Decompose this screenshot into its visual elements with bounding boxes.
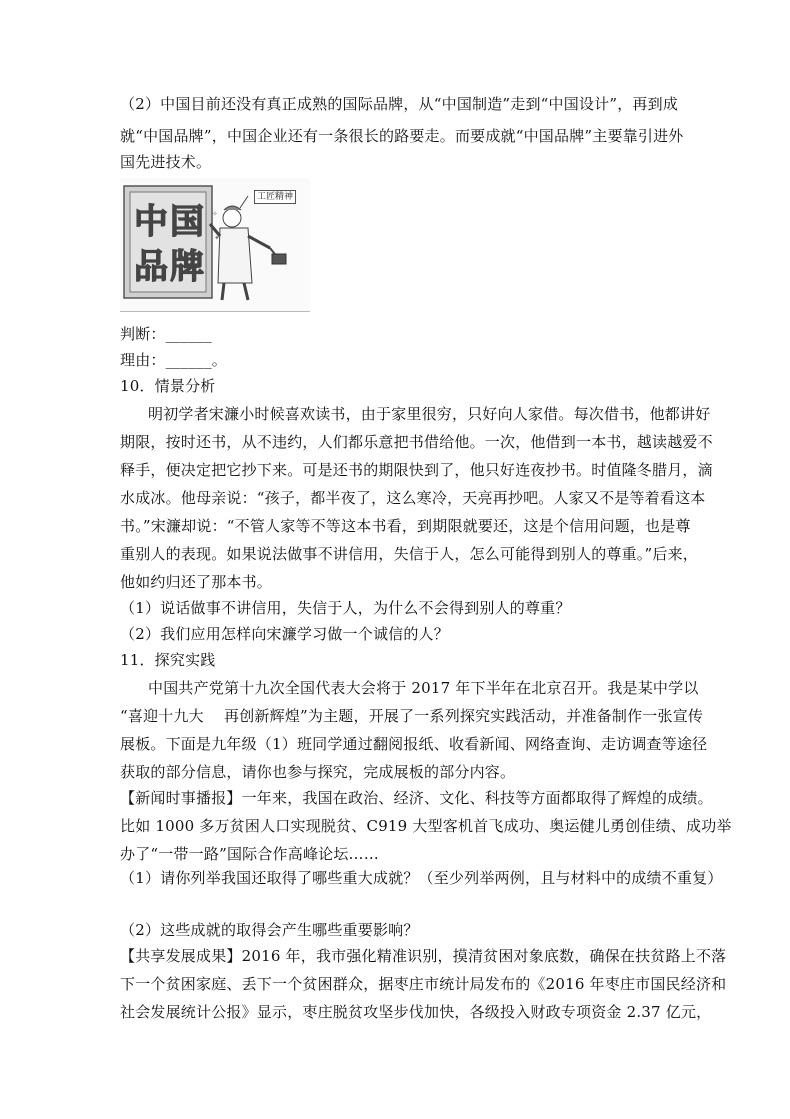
q11-paragraph-line-1: 中国共产党第十九次全国代表大会将于 2017 年下半年在北京召开。我是某中学以 (148, 679, 699, 697)
q10-paragraph-line-7: 他如约归还了那本书。 (120, 573, 273, 591)
q11-question-1: （1）请你列举我国还取得了哪些重大成就？（至少列举两例，且与材料中的成绩不重复） (120, 869, 723, 887)
q10-paragraph-line-5: 书。”宋濂却说：“不管人家等不等这本书看，到期限就要还，这是个信用问题，也是尊 (120, 517, 691, 535)
q10-paragraph-line-4: 水成冰。他母亲说：“孩子，都半夜了，这么寒冷，天亮再抄吧。人家又不是等着看这本 (120, 489, 706, 507)
q10-paragraph-line-6: 重别人的表现。如果说法做事不讲信用，失信于人，怎么可能得到别人的尊重。”后来， (120, 545, 698, 563)
reason-line: 理由：______。 (120, 351, 228, 369)
q10-title: 10．情景分析 (120, 377, 216, 395)
q11-news-line-3: 办了“一带一路”国际合作高峰论坛…… (120, 845, 379, 863)
q10-paragraph-line-3: 释手，便决定把它抄下来。可是还书的期限快到了，他只好连夜抄书。时值隆冬腊月，滴 (120, 461, 713, 479)
sign-char-3: 品 (134, 247, 168, 287)
q11-paragraph-line-2: “喜迎十九大 再创新辉煌”为主题，开展了一系列探究实践活动，并准备制作一张宣传 (120, 707, 704, 725)
q10-question-1: （1）说话做事不讲信用，失信于人，为什么不会得到别人的尊重？ (120, 599, 571, 617)
q10-paragraph-line-1: 明初学者宋濂小时候喜欢读书，由于家里很穷，只好向人家借。每次借书，他都讲好 (148, 405, 711, 423)
sign-char-4: 牌 (170, 247, 204, 287)
q11-question-2: （2）这些成就的取得会产生哪些重要影响？ (120, 921, 419, 939)
sign-char-1: 中 (134, 202, 168, 242)
q11-title: 11．探究实践 (120, 651, 216, 669)
figure-caption: 工匠精神 (254, 190, 296, 204)
q11-news-line-1: 【新闻时事播报】一年来，我国在政治、经济、文化、科技等方面都取得了辉煌的成绩。 (120, 789, 713, 807)
svg-text:✧: ✧ (212, 210, 218, 218)
q11-paragraph-line-4: 获取的部分信息，请你也参与探究，完成展板的部分内容。 (120, 763, 516, 781)
q10-paragraph-line-2: 期限，按时还书，从不违约，人们都乐意把书借给他。一次，他借到一本书，越读越爱不 (120, 433, 713, 451)
q11-news-line-2: 比如 1000 多万贫困人口实现脱贫、C919 大型客机首飞成功、奥运健儿勇创佳绩、成功举 (120, 817, 732, 835)
judge-line: 判断：______ (120, 325, 212, 343)
sign-char-2: 国 (170, 202, 204, 242)
svg-text:✦: ✦ (214, 234, 220, 242)
q9-2-line-1: （2）中国目前还没有真正成熟的国际品牌，从“中国制造”走到“中国设计”，再到成 (120, 95, 679, 113)
q9-2-line-3: 国先进技术。 (120, 153, 212, 171)
q11-share-line-3: 社会发展统计公报》显示，枣庄脱贫攻坚步伐加快，各级投入财政专项资金 2.37 亿元， (120, 1003, 712, 1021)
q11-share-line-1: 【共享发展成果】2016 年，我市强化精准识别，摸清贫困对象底数，确保在扶贫路上不落 (120, 947, 727, 965)
q11-share-line-2: 下一个贫困家庭、丢下一个贫困群众，据枣庄市统计局发布的《2016 年枣庄市国民经济和 (120, 975, 727, 993)
q10-question-2: （2）我们应用怎样向宋濂学习做一个诚信的人？ (120, 625, 449, 643)
q11-paragraph-line-3: 展板。下面是九年级（1）班同学通过翻阅报纸、收看新闻、网络查询、走访调查等途径 (120, 735, 708, 753)
q9-2-line-2: 就“中国品牌”，中国企业还有一条很长的路要走。而要成就“中国品牌”主要靠引进外 (120, 127, 684, 145)
craftsman-figure (120, 178, 310, 312)
